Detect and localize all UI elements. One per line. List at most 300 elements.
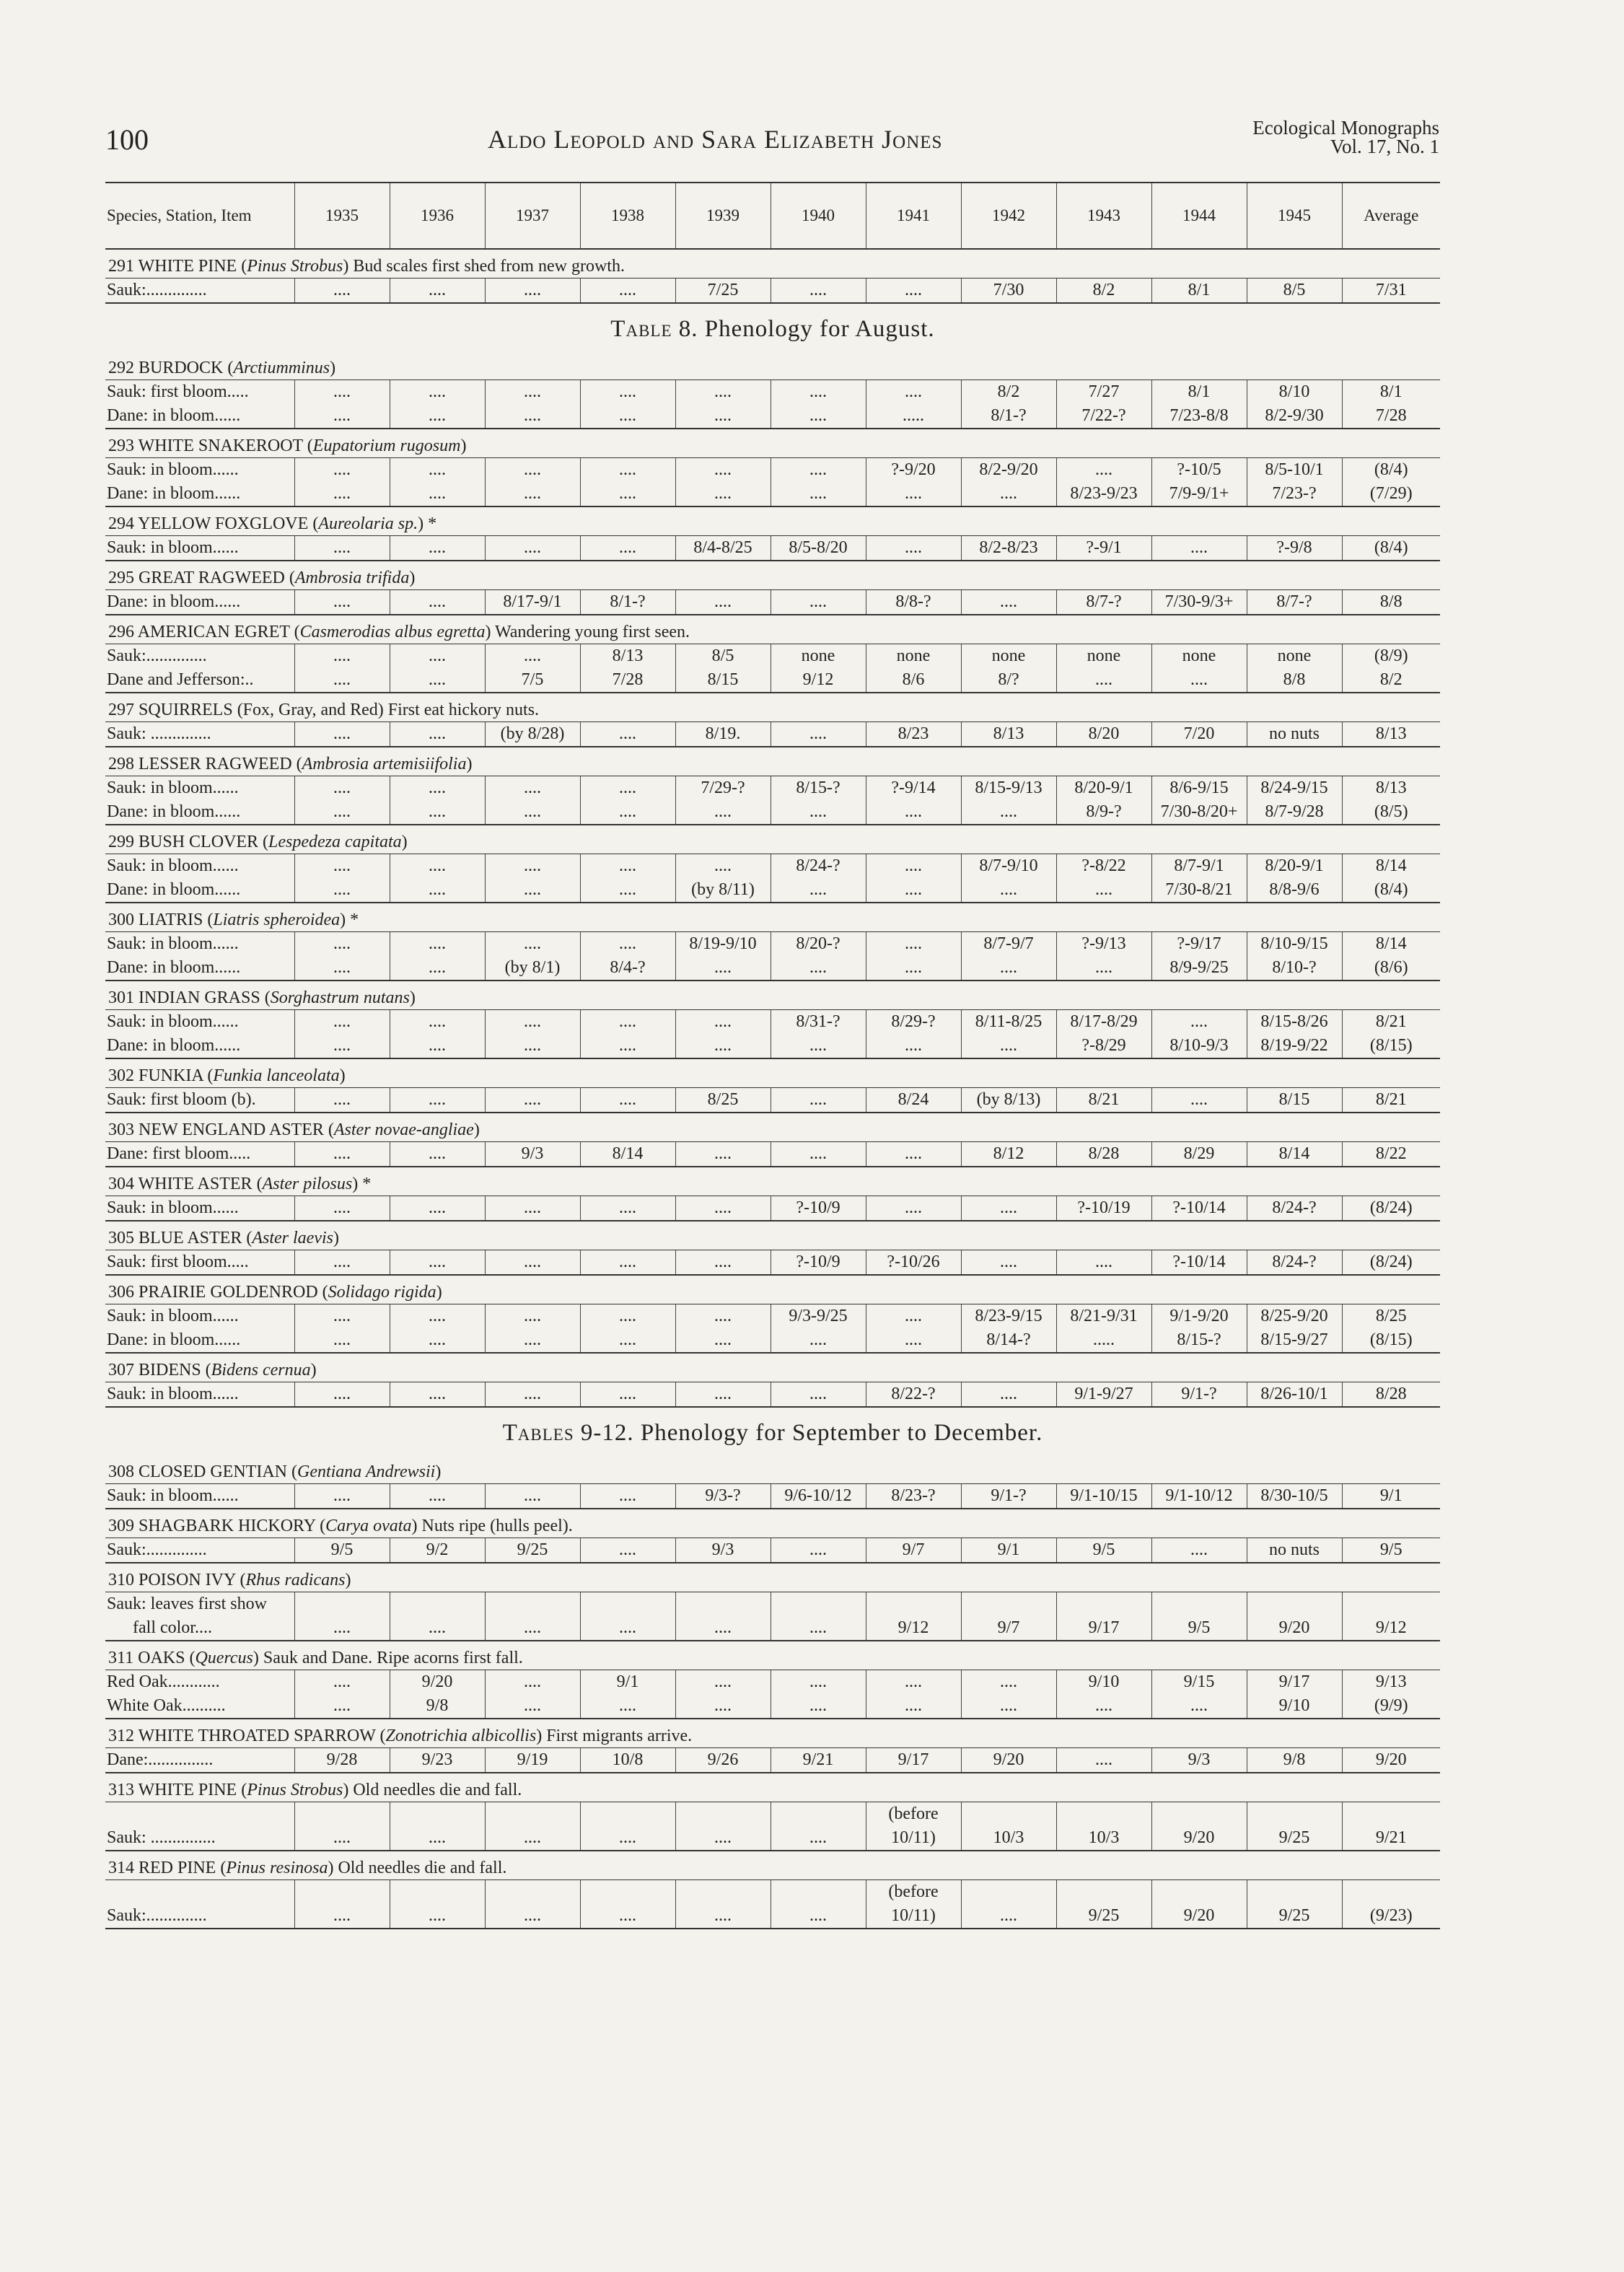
year-cell: .... xyxy=(485,1088,580,1113)
species-common-name: FUNKIA xyxy=(139,1066,203,1085)
year-cell: 9/1-10/15 xyxy=(1056,1484,1151,1509)
year-cell: 7/29-? .... xyxy=(675,776,771,825)
species-heading: 303 NEW ENGLAND ASTER (Aster novae-angliae) xyxy=(105,1113,1440,1142)
year-cell: .... (by 8/1) xyxy=(485,932,580,981)
species-heading-row xyxy=(105,1563,1440,1592)
year-cell: .... .... xyxy=(675,380,771,429)
species-scientific-name: Bidens cernua xyxy=(211,1361,311,1380)
year-cell: 8/1 xyxy=(1151,278,1247,304)
year-cell: 8/13 xyxy=(961,722,1056,747)
column-header: 1944 xyxy=(1151,183,1247,249)
average-cell: 9/13 (9/9) xyxy=(1342,1670,1440,1719)
species-number: 292 xyxy=(108,359,134,377)
year-cell: 9/7 xyxy=(866,1538,961,1563)
journal-volume: Vol. 17, No. 1 xyxy=(1330,136,1439,157)
species-heading: 293 WHITE SNAKEROOT (Eupatorium rugosum) xyxy=(105,429,1440,458)
year-cell: 9/3-? xyxy=(675,1484,771,1509)
species-note: Nuts ripe (hulls peel). xyxy=(421,1517,573,1535)
row-label: Sauk: first bloom (b). xyxy=(105,1088,294,1113)
species-common-name: SHAGBARK HICKORY xyxy=(139,1517,316,1535)
year-cell: 8/24-? xyxy=(1247,1250,1342,1276)
species-heading-row xyxy=(105,429,1440,458)
year-cell: .... .... xyxy=(580,380,675,429)
year-cell: 9/5 xyxy=(1056,1538,1151,1563)
average-cell: (8/4) xyxy=(1342,536,1440,561)
year-cell: .... xyxy=(294,722,390,747)
year-cell: 8/5-10/1 7/23-? xyxy=(1247,458,1342,507)
species-heading: 306 PRAIRIE GOLDENROD (Solidago rigida) xyxy=(105,1275,1440,1304)
species-note: * xyxy=(428,514,437,533)
year-cell: 9/25 xyxy=(1247,1802,1342,1851)
species-number: 304 xyxy=(108,1175,134,1193)
species-number: 308 xyxy=(108,1462,134,1481)
year-cell: 8/29 xyxy=(1151,1142,1247,1167)
row-label: Dane: in bloom...... xyxy=(105,590,294,615)
row-label: Sauk: in bloom...... Dane: in bloom...... xyxy=(105,854,294,903)
species-heading-row xyxy=(105,1509,1440,1538)
year-cell: 9/25 xyxy=(485,1538,580,1563)
year-cell: ?-9/8 xyxy=(1247,536,1342,561)
year-cell: .... xyxy=(961,1382,1056,1408)
table-row xyxy=(105,1670,1440,1719)
species-number: 296 xyxy=(108,623,134,641)
year-cell: .... .... xyxy=(675,1670,771,1719)
row-label: Sauk:.............. xyxy=(105,1880,294,1929)
species-number: 300 xyxy=(108,911,134,929)
average-cell: 7/31 xyxy=(1342,278,1440,304)
year-cell: 8/14 xyxy=(580,1142,675,1167)
average-cell: 9/20 xyxy=(1342,1748,1440,1773)
table-row xyxy=(105,1880,1440,1929)
year-cell: .... xyxy=(1056,1250,1151,1276)
year-cell: 8/26-10/1 xyxy=(1247,1382,1342,1408)
year-cell: .... xyxy=(580,1196,675,1221)
year-cell: .... xyxy=(866,536,961,561)
species-heading-row xyxy=(105,1851,1440,1880)
row-label: Sauk: first bloom..... xyxy=(105,1250,294,1276)
column-header: 1943 xyxy=(1056,183,1151,249)
year-cell: none 8/8 xyxy=(1247,644,1342,693)
year-cell: .... xyxy=(675,1802,771,1851)
species-heading: 313 WHITE PINE (Pinus Strobus) Old needles die and fall. xyxy=(105,1773,1440,1802)
year-cell: 8/23-9/15 8/14-? xyxy=(961,1304,1056,1354)
year-cell: 9/3 xyxy=(1151,1748,1247,1773)
average-cell: 8/21 xyxy=(1342,1088,1440,1113)
year-cell: 8/24-? .... xyxy=(771,854,866,903)
year-cell: 9/6-10/12 xyxy=(771,1484,866,1509)
column-header: 1935 xyxy=(294,183,390,249)
year-cell: 8/2-9/20 .... xyxy=(961,458,1056,507)
year-cell: .... .... xyxy=(390,644,485,693)
species-scientific-name: Ambrosia artemisiifolia xyxy=(302,755,467,773)
average-cell: 8/14 (8/6) xyxy=(1342,932,1440,981)
species-number: 293 xyxy=(108,437,134,455)
table-row xyxy=(105,278,1440,304)
species-heading-row xyxy=(105,1221,1440,1250)
year-cell: .... .... xyxy=(771,458,866,507)
year-cell: 9/1-? xyxy=(1151,1382,1247,1408)
species-number: 291 xyxy=(108,257,134,276)
year-cell: .... xyxy=(771,1538,866,1563)
year-cell: 8/20 xyxy=(1056,722,1151,747)
table-row xyxy=(105,854,1440,903)
year-cell: 9/15 .... xyxy=(1151,1670,1247,1719)
year-cell: .... xyxy=(390,1142,485,1167)
species-heading: 305 BLUE ASTER (Aster laevis) xyxy=(105,1221,1440,1250)
year-cell: .... xyxy=(675,1196,771,1221)
species-heading: 299 BUSH CLOVER (Lespedeza capitata) xyxy=(105,825,1440,854)
species-scientific-name: Carya ovata xyxy=(325,1517,412,1535)
year-cell: ?-9/1 xyxy=(1056,536,1151,561)
species-scientific-name: Casmerodias albus egretta xyxy=(299,623,486,641)
average-cell: 8/1 7/28 xyxy=(1342,380,1440,429)
species-common-name: BIDENS xyxy=(139,1361,201,1380)
year-cell: none 9/12 xyxy=(771,644,866,693)
average-cell: (9/23) xyxy=(1342,1880,1440,1929)
species-heading-row xyxy=(105,506,1440,536)
year-cell: 7/27 7/22-? xyxy=(1056,380,1151,429)
year-cell: .... (by 8/11) xyxy=(675,854,771,903)
year-cell: 9/25 xyxy=(1247,1880,1342,1929)
year-cell: .... xyxy=(961,590,1056,615)
year-cell: .... .... xyxy=(866,1304,961,1354)
species-heading-row xyxy=(105,249,1440,278)
year-cell: 9/25 xyxy=(1056,1880,1151,1929)
journal-name: Ecological Monographs xyxy=(1252,117,1439,139)
year-cell: .... xyxy=(294,278,390,304)
year-cell: 8/2 8/1-? xyxy=(961,380,1056,429)
year-cell: .... xyxy=(580,536,675,561)
species-note: * xyxy=(350,911,359,929)
year-cell: .... xyxy=(961,1880,1056,1929)
year-cell: .... .... xyxy=(390,380,485,429)
year-cell: .... xyxy=(866,1142,961,1167)
species-number: 313 xyxy=(108,1781,134,1799)
year-cell: 8/5 xyxy=(1247,278,1342,304)
year-cell: .... xyxy=(294,1484,390,1509)
year-cell: 9/1-? xyxy=(961,1484,1056,1509)
species-heading-row xyxy=(105,1353,1440,1382)
table-caption-label: Table 8. xyxy=(610,315,698,342)
row-label: Sauk: in bloom...... xyxy=(105,536,294,561)
species-common-name: RED PINE xyxy=(139,1859,216,1877)
year-cell: 9/3 xyxy=(675,1538,771,1563)
species-scientific-name: Aster pilosus xyxy=(262,1175,353,1193)
year-cell: .... xyxy=(390,1196,485,1221)
year-cell: .... 8/4-? xyxy=(580,932,675,981)
year-cell: .... xyxy=(390,1250,485,1276)
year-cell: .... .... xyxy=(866,854,961,903)
year-cell: ?-9/17 8/9-9/25 xyxy=(1151,932,1247,981)
species-common-name: YELLOW FOXGLOVE xyxy=(138,514,309,533)
year-cell: 8/7-? xyxy=(1247,590,1342,615)
species-heading: 298 LESSER RAGWEED (Ambrosia artemisiifolia) xyxy=(105,747,1440,776)
year-cell: none .... xyxy=(1151,644,1247,693)
year-cell: .... ..... xyxy=(866,380,961,429)
species-scientific-name: Aster novae-angliae xyxy=(333,1120,474,1139)
column-header: Average xyxy=(1342,183,1440,249)
year-cell: .... xyxy=(771,1802,866,1851)
year-cell: 9/1-9/27 xyxy=(1056,1382,1151,1408)
species-common-name: WHITE THROATED SPARROW xyxy=(138,1727,376,1745)
year-cell: .... xyxy=(294,1880,390,1929)
year-cell: .... xyxy=(294,536,390,561)
average-cell: (8/4) (7/29) xyxy=(1342,458,1440,507)
species-common-name: WHITE SNAKEROOT xyxy=(138,437,303,455)
row-label: Sauk: ............... xyxy=(105,1802,294,1851)
year-cell: 7/20 xyxy=(1151,722,1247,747)
species-number: 299 xyxy=(108,833,134,851)
species-common-name: BUSH CLOVER xyxy=(139,833,259,851)
year-cell: 7/30-9/3+ xyxy=(1151,590,1247,615)
species-common-name: WHITE ASTER xyxy=(138,1175,253,1193)
year-cell: 8/14 xyxy=(1247,1142,1342,1167)
year-cell: 8/28 xyxy=(1056,1142,1151,1167)
year-cell: .... .... xyxy=(771,1670,866,1719)
year-cell: .... .... xyxy=(580,1304,675,1354)
year-cell: 9/10 .... xyxy=(1056,1670,1151,1719)
year-cell: 8/23 xyxy=(866,722,961,747)
species-scientific-name: Gentiana Andrewsii xyxy=(297,1462,436,1481)
year-cell: .... .... xyxy=(390,1010,485,1059)
year-cell: 8/17-9/1 xyxy=(485,590,580,615)
year-cell: .... xyxy=(580,1484,675,1509)
row-label: Sauk: leaves first show fall color.... xyxy=(105,1592,294,1641)
row-label: Dane: first bloom..... xyxy=(105,1142,294,1167)
average-cell: 9/1 xyxy=(1342,1484,1440,1509)
year-cell: 9/20 9/8 xyxy=(390,1670,485,1719)
year-cell: .... xyxy=(1151,536,1247,561)
year-cell: .... xyxy=(485,1382,580,1408)
year-cell: 8/15 xyxy=(1247,1088,1342,1113)
year-cell: .... .... xyxy=(294,1670,390,1719)
row-label: Sauk: in bloom...... Dane: in bloom...... xyxy=(105,1304,294,1354)
species-common-name: GREAT RAGWEED xyxy=(139,569,285,587)
year-cell: 9/7 xyxy=(961,1592,1056,1641)
year-cell: 8/5-8/20 xyxy=(771,536,866,561)
year-cell: .... xyxy=(485,1880,580,1929)
species-scientific-name: Rhus radicans xyxy=(245,1571,346,1589)
species-number: 305 xyxy=(108,1229,134,1247)
species-scientific-name: Pinus Strobus xyxy=(247,257,343,276)
table-row xyxy=(105,1196,1440,1221)
year-cell: .... xyxy=(866,278,961,304)
year-cell: 9/5 xyxy=(294,1538,390,1563)
year-cell: 8/25 xyxy=(675,1088,771,1113)
year-cell: 9/3-9/25 .... xyxy=(771,1304,866,1354)
year-cell: no nuts xyxy=(1247,1538,1342,1563)
year-cell: .... .... xyxy=(675,458,771,507)
year-cell: .... xyxy=(771,1088,866,1113)
average-cell: (8/24) xyxy=(1342,1250,1440,1276)
column-header: 1942 xyxy=(961,183,1056,249)
year-cell: 8/13 7/28 xyxy=(580,644,675,693)
table-caption-row xyxy=(105,303,1440,351)
year-cell: .... xyxy=(390,1880,485,1929)
year-cell: 8/15-8/26 8/19-9/22 xyxy=(1247,1010,1342,1059)
year-cell: .... xyxy=(580,1802,675,1851)
year-cell: .... .... xyxy=(485,1010,580,1059)
year-cell: 8/15-9/13 .... xyxy=(961,776,1056,825)
species-common-name: WHITE PINE xyxy=(138,257,237,276)
species-number: 301 xyxy=(108,988,134,1007)
year-cell: 9/19 xyxy=(485,1748,580,1773)
year-cell: 8/21-9/31 ..... xyxy=(1056,1304,1151,1354)
year-cell: 8/20-9/1 8/9-? xyxy=(1056,776,1151,825)
year-cell: ?-10/14 xyxy=(1151,1196,1247,1221)
year-cell: 8/10-9/15 8/10-? xyxy=(1247,932,1342,981)
year-cell: .... xyxy=(580,1880,675,1929)
species-note: * xyxy=(362,1175,372,1193)
year-cell: .... xyxy=(485,1592,580,1641)
species-common-name: AMERICAN EGRET xyxy=(137,623,290,641)
year-cell: ?-10/9 xyxy=(771,1250,866,1276)
year-cell: 8/1 7/23-8/8 xyxy=(1151,380,1247,429)
year-cell: .... xyxy=(390,722,485,747)
year-cell: .... 7/5 xyxy=(485,644,580,693)
species-heading: 309 SHAGBARK HICKORY (Carya ovata) Nuts ripe (hulls peel). xyxy=(105,1509,1440,1538)
year-cell: .... xyxy=(580,1538,675,1563)
year-cell: .... .... xyxy=(390,458,485,507)
year-cell: .... .... xyxy=(294,854,390,903)
year-cell: .... xyxy=(580,278,675,304)
year-cell: none 8/? xyxy=(961,644,1056,693)
row-label: Red Oak............ White Oak.......... xyxy=(105,1670,294,1719)
year-cell: 9/1-10/12 xyxy=(1151,1484,1247,1509)
species-scientific-name: Sorghastrum nutans xyxy=(270,988,410,1007)
column-header: 1945 xyxy=(1247,183,1342,249)
year-cell: 8/20-9/1 8/8-9/6 xyxy=(1247,854,1342,903)
year-cell: .... xyxy=(580,1250,675,1276)
year-cell: no nuts xyxy=(1247,722,1342,747)
year-cell: 8/23-? xyxy=(866,1484,961,1509)
average-cell: 8/13 (8/5) xyxy=(1342,776,1440,825)
average-cell: 8/22 xyxy=(1342,1142,1440,1167)
year-cell: .... xyxy=(294,1382,390,1408)
year-cell: ?-9/20 .... xyxy=(866,458,961,507)
table-row xyxy=(105,1484,1440,1509)
year-cell: 8/10 8/2-9/30 xyxy=(1247,380,1342,429)
year-cell: .... xyxy=(294,590,390,615)
year-cell: .... xyxy=(675,1382,771,1408)
species-common-name: OAKS xyxy=(138,1649,185,1667)
species-heading: 302 FUNKIA (Funkia lanceolata) xyxy=(105,1058,1440,1088)
year-cell: 9/20 xyxy=(1151,1802,1247,1851)
table-row xyxy=(105,1250,1440,1276)
species-heading-row xyxy=(105,1773,1440,1802)
year-cell: .... xyxy=(580,1592,675,1641)
row-label: Sauk:.............. xyxy=(105,278,294,304)
year-cell: 10/3 xyxy=(961,1802,1056,1851)
year-cell: .... .... xyxy=(294,458,390,507)
year-cell: .... .... xyxy=(580,1010,675,1059)
year-cell: .... xyxy=(1056,1748,1151,1773)
year-cell: .... .... xyxy=(390,932,485,981)
year-cell: 9/17 xyxy=(1056,1592,1151,1641)
table-row xyxy=(105,644,1440,693)
year-cell: 7/25 xyxy=(675,278,771,304)
year-cell: .... .... xyxy=(866,1670,961,1719)
species-common-name: INDIAN GRASS xyxy=(139,988,260,1007)
year-cell: .... .... xyxy=(485,854,580,903)
year-cell: .... .... xyxy=(390,776,485,825)
row-label: Sauk: in bloom...... Dane: in bloom...... xyxy=(105,932,294,981)
year-cell: .... xyxy=(771,590,866,615)
year-cell: 8/7-9/1 7/30-8/21 xyxy=(1151,854,1247,903)
table-row xyxy=(105,1382,1440,1408)
year-cell: 8/24-9/15 8/7-9/28 xyxy=(1247,776,1342,825)
average-cell: 9/12 xyxy=(1342,1592,1440,1641)
species-common-name: PRAIRIE GOLDENROD xyxy=(139,1283,318,1302)
species-heading-row xyxy=(105,981,1440,1010)
row-label: Sauk:.............. Dane and Jefferson:.. xyxy=(105,644,294,693)
year-cell: .... xyxy=(771,1382,866,1408)
phenology-table xyxy=(105,182,1440,1929)
year-cell: .... .... xyxy=(294,776,390,825)
year-cell: .... xyxy=(1151,1088,1247,1113)
year-cell: 8/7-9/10 .... xyxy=(961,854,1056,903)
row-label: Sauk: in bloom...... xyxy=(105,1484,294,1509)
year-cell: .... xyxy=(485,1250,580,1276)
year-cell: .... xyxy=(485,1802,580,1851)
species-heading xyxy=(105,693,1440,722)
year-cell: .... .... xyxy=(485,380,580,429)
year-cell: .... .... xyxy=(294,1010,390,1059)
year-cell: ?-10/9 xyxy=(771,1196,866,1221)
row-label: Sauk:.............. xyxy=(105,1538,294,1563)
species-heading-row xyxy=(105,747,1440,776)
year-cell: .... xyxy=(1151,1538,1247,1563)
page-number: 100 xyxy=(105,123,149,156)
species-heading: 307 BIDENS (Bidens cernua) xyxy=(105,1353,1440,1382)
year-cell: .... xyxy=(294,1250,390,1276)
species-heading: 314 RED PINE (Pinus resinosa) Old needles die and fall. xyxy=(105,1851,1440,1880)
year-cell: 9/21 xyxy=(771,1748,866,1773)
column-header: 1937 xyxy=(485,183,580,249)
species-scientific-name: Ambrosia trifida xyxy=(294,569,410,587)
year-cell: 8/30-10/5 xyxy=(1247,1484,1342,1509)
species-number: 302 xyxy=(108,1066,134,1085)
column-header: 1939 xyxy=(675,183,771,249)
year-cell: .... .... xyxy=(866,932,961,981)
year-cell: 8/25-9/20 8/15-9/27 xyxy=(1247,1304,1342,1354)
species-scientific-name: Eupatorium rugosum xyxy=(312,437,461,455)
species-note: First migrants arrive. xyxy=(546,1727,693,1745)
year-cell: .... .... xyxy=(961,1670,1056,1719)
average-cell: 8/14 (8/4) xyxy=(1342,854,1440,903)
average-cell: 8/28 xyxy=(1342,1382,1440,1408)
species-heading-row xyxy=(105,825,1440,854)
year-cell: .... .... xyxy=(485,1304,580,1354)
table-row xyxy=(105,722,1440,747)
year-cell: ?-10/26 xyxy=(866,1250,961,1276)
year-cell: 9/20 xyxy=(1247,1592,1342,1641)
year-cell: 8/8-? xyxy=(866,590,961,615)
year-cell: .... .... xyxy=(390,1304,485,1354)
year-cell: .... .... xyxy=(675,1304,771,1354)
species-number: 295 xyxy=(108,569,134,587)
species-heading-row xyxy=(105,1719,1440,1748)
year-cell: .... xyxy=(771,722,866,747)
year-cell: 8/20-? .... xyxy=(771,932,866,981)
species-scientific-name: Zonotrichia albicollis xyxy=(385,1727,537,1745)
year-cell: .... 8/23-9/23 xyxy=(1056,458,1151,507)
year-cell: 9/1-9/20 8/15-? xyxy=(1151,1304,1247,1354)
species-common-name: LIATRIS xyxy=(139,911,203,929)
year-cell: .... xyxy=(390,590,485,615)
year-cell: 8/22-? xyxy=(866,1382,961,1408)
year-cell: .... xyxy=(580,1088,675,1113)
